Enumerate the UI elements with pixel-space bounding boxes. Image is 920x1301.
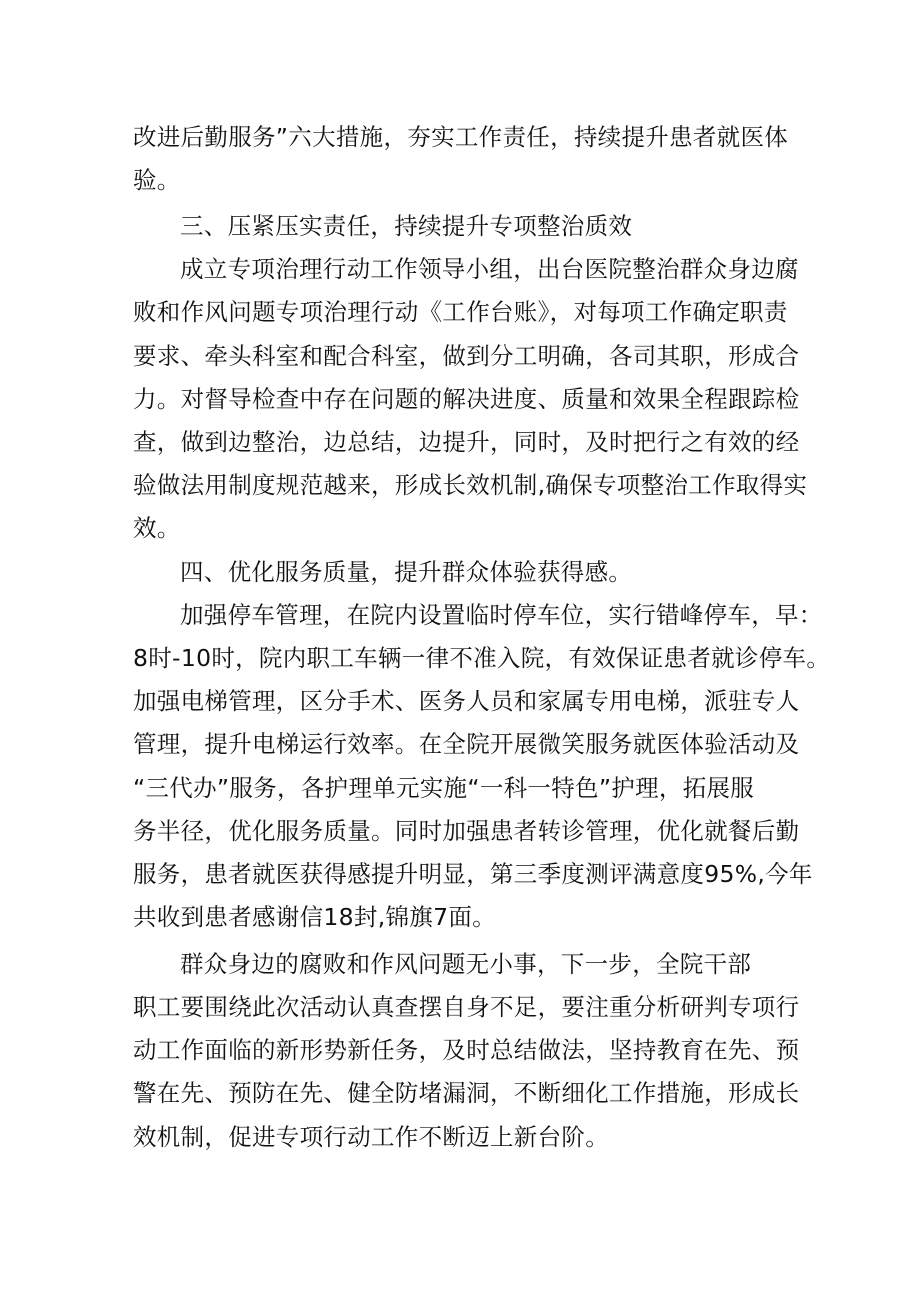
paragraph-line: 管理，提升电梯运行效率。在全院开展微笑服务就医体验活动及: [133, 730, 800, 758]
paragraph-line: 群众身边的腐败和作风问题无小事，下一步，全院干部: [180, 950, 752, 978]
paragraph-line: 查，做到边整治，边总结，边提升，同时，及时把行之有效的经: [133, 428, 800, 456]
paragraph-line: 验做法用制度规范越来，形成长效机制,确保专项整治工作取得实: [133, 471, 808, 499]
paragraph-line: 效机制，促进专项行动工作不断迈上新台阶。: [133, 1123, 609, 1151]
paragraph-line: 加强电梯管理，区分手术、医务人员和家属专用电梯，派驻专人: [133, 687, 800, 715]
paragraph-line: 成立专项治理行动工作领导小组，出台医院整治群众身边腐: [180, 255, 799, 283]
paragraph-line: 力。对督导检查中存在问题的解决进度、质量和效果全程跟踪检: [133, 385, 800, 413]
paragraph-line: 职工要围绕此次活动认真查摆自身不足，要注重分析研判专项行: [133, 993, 800, 1021]
paragraph-line: 8时-10时，院内职工车辆一律不准入院，有效保证患者就诊停车。: [133, 644, 831, 672]
paragraph-line: 动工作面临的新形势新任务，及时总结做法，坚持教育在先、预: [133, 1036, 800, 1064]
paragraph-line: 加强停车管理，在院内设置临时停车位，实行错峰停车，早：: [180, 601, 823, 629]
paragraph-line: 要求、牵头科室和配合科室，做到分工明确，各司其职，形成合: [133, 342, 800, 370]
paragraph-line: 改进后勤服务”六大措施，夯实工作责任，持续提升患者就医体: [133, 123, 789, 151]
paragraph-line: 败和作风问题专项治理行动《工作台账》，对每项工作确定职责: [133, 298, 788, 326]
paragraph-line: 效。: [133, 514, 181, 542]
paragraph-line: 警在先、预防在先、健全防堵漏洞，不断细化工作措施，形成长: [133, 1079, 800, 1107]
paragraph-line: 务半径，优化服务质量。同时加强患者转诊管理，优化就餐后勤: [133, 817, 800, 845]
section-heading-3: 三、压紧压实责任，持续提升专项整治质效: [180, 212, 633, 240]
paragraph-line: 服务，患者就医获得感提升明显，第三季度测评满意度95%,今年: [133, 860, 813, 888]
paragraph-line: “三代办”服务，各护理单元实施“一科一特色”护理，拓展服: [133, 774, 755, 802]
section-heading-4: 四、优化服务质量，提升群众体验获得感。: [180, 558, 633, 586]
paragraph-line: 共收到患者感谢信18封,锦旗7面。: [133, 903, 496, 931]
paragraph-line: 验。: [133, 166, 181, 194]
